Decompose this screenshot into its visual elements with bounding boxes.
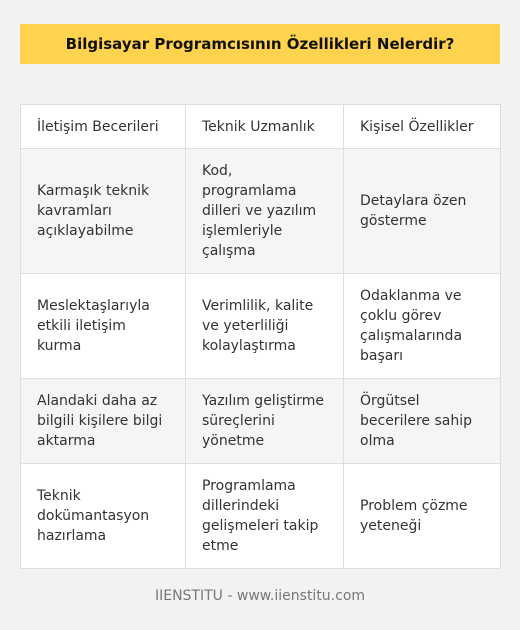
table-cell: Odaklanma ve çoklu görev çalışmalarında başarı — [344, 274, 501, 379]
page-title: Bilgisayar Programcısının Özellikleri Nelerdir? — [20, 24, 500, 64]
table-row — [21, 464, 501, 569]
header-personal-traits: Kişisel Özellikler — [344, 105, 501, 149]
table-cell: Problem çözme yeteneği — [344, 464, 501, 569]
table-row — [21, 274, 501, 379]
table-row — [21, 379, 501, 464]
table-cell: Yazılım geliştirme süreçlerini yönetme — [186, 379, 344, 464]
footer-attribution: IIENSTITU - www.iienstitu.com — [154, 588, 366, 604]
table-cell: Programlama dillerindeki gelişmeleri takip etme — [186, 464, 344, 569]
table-cell: Örgütsel becerilere sahip olma — [344, 379, 501, 464]
table-cell: Teknik dokümantasyon hazırlama — [21, 464, 186, 569]
table-cell: Karmaşık teknik kavramları açıklayabilme — [21, 149, 186, 274]
characteristics-table — [20, 104, 501, 569]
header-communication-skills: İletişim Becerileri — [21, 105, 186, 149]
table-header-row — [21, 105, 501, 149]
table-cell: Kod, programlama dilleri ve yazılım işlemleriyle çalışma — [186, 149, 344, 274]
table-cell: Detaylara özen gösterme — [344, 149, 501, 274]
table-cell: Alandaki daha az bilgili kişilere bilgi aktarma — [21, 379, 186, 464]
table-row — [21, 149, 501, 274]
header-technical-expertise: Teknik Uzmanlık — [186, 105, 344, 149]
table-cell: Meslektaşlarıyla etkili iletişim kurma — [21, 274, 186, 379]
table-cell: Verimlilik, kalite ve yeterliliği kolaylaştırma — [186, 274, 344, 379]
